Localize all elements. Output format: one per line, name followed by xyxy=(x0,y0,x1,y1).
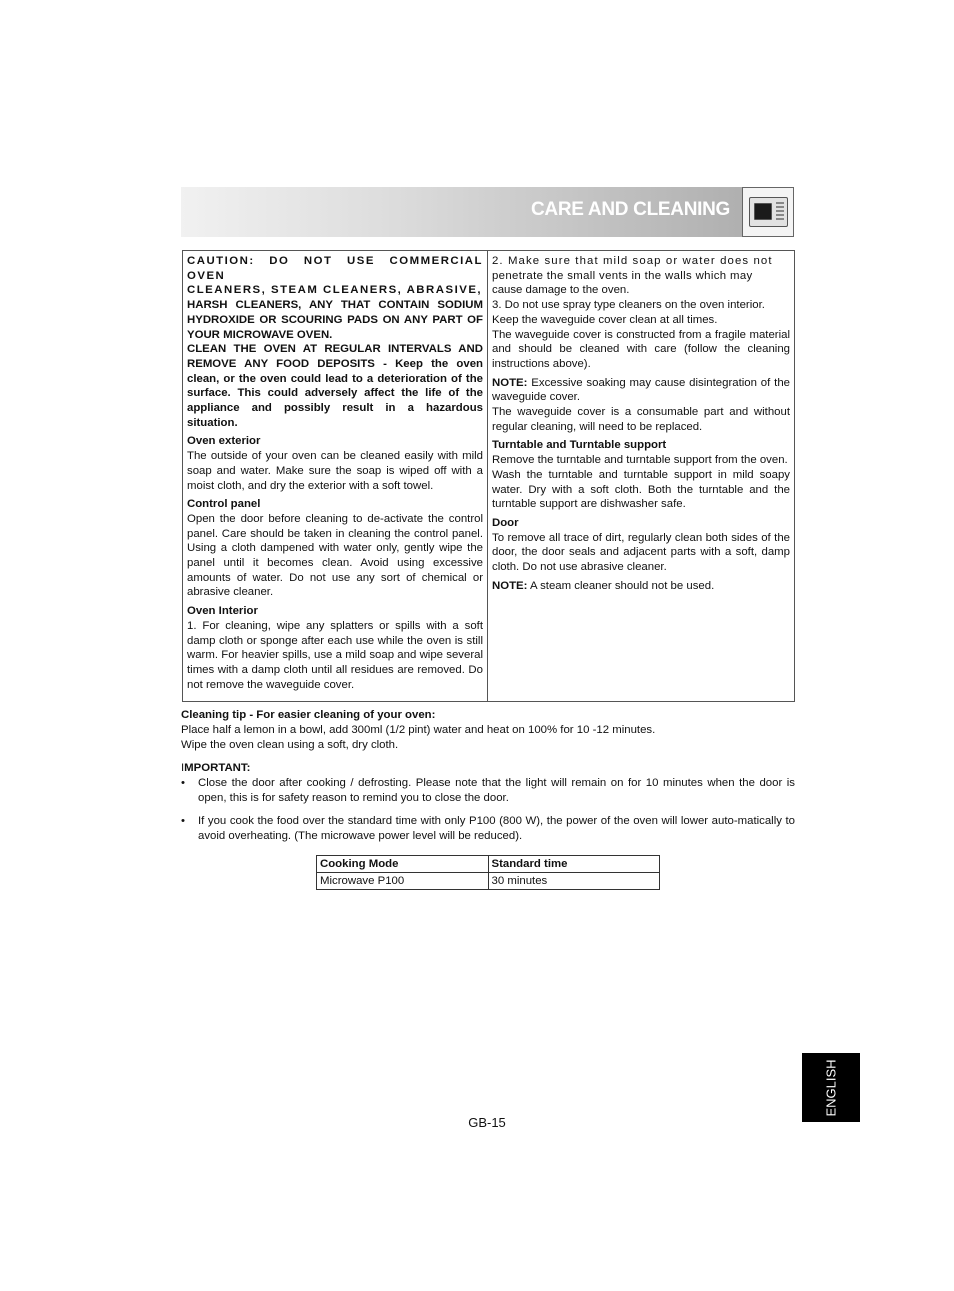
keep-clean-text: Keep the waveguide cover clean at all times. xyxy=(492,313,718,326)
standard-time-cell: 30 minutes xyxy=(488,873,660,890)
turntable-text-2: Wash the turntable and turntable support in mild soapy water. Dry with a soft cloth. Both the turntable and the turntable support are dishwasher safe. xyxy=(492,468,790,511)
microwave-window xyxy=(754,203,772,220)
cooking-mode-table xyxy=(316,855,660,890)
microwave-body xyxy=(749,197,788,227)
cleaning-instructions-box xyxy=(182,250,795,702)
control-panel-heading: Control panel xyxy=(187,498,261,511)
important-section xyxy=(181,761,795,844)
important-heading-initial: I xyxy=(181,762,185,774)
item-2-line-3: cause damage to the oven. xyxy=(492,284,630,297)
section-title: CARE AND CLEANING xyxy=(531,199,730,220)
cooking-mode-column-header: Cooking Mode xyxy=(317,856,489,873)
microwave-control-panel xyxy=(776,202,784,221)
table-header-row xyxy=(317,856,660,873)
oven-interior-text: 1. For cleaning, wipe any splatters or spills with a soft damp cloth or sponge after each use while the oven is still warm. For heavier spills, use a mild soap and wipe several times with a damp cloth until all residues are removed. Do not remove the waveguide cover. xyxy=(187,619,483,691)
list-item xyxy=(181,776,795,806)
important-heading xyxy=(181,761,795,776)
page-number: GB-15 xyxy=(468,1115,506,1130)
section-header xyxy=(181,187,794,237)
language-tab xyxy=(802,1053,860,1122)
caution-text: HARSH CLEANERS, ANY THAT CONTAIN SODIUM HYDROXIDE OR SCOURING PADS ON ANY PART OF YOUR MICROWAVE OVEN. xyxy=(187,299,483,341)
cleaning-tip-line-1: Place half a lemon in a bowl, add 300ml (1/2 pint) water and heat on 100% for 10 -12 minutes. xyxy=(181,724,656,736)
note-soaking xyxy=(492,376,790,405)
cleaning-tip-line-2: Wipe the oven clean using a soft, dry cloth. xyxy=(181,739,399,751)
note-label: NOTE: xyxy=(492,579,528,592)
fragile-cover-text: The waveguide cover is constructed from a fragile material and should be cleaned with care (follow the cleaning instructions above). xyxy=(492,328,790,370)
caution-line-1: CAUTION: DO NOT USE COMMERCIAL OVEN xyxy=(187,255,483,282)
item-2-line-1: 2. Make sure that mild soap or water does not xyxy=(492,255,773,267)
important-list xyxy=(181,776,795,844)
oven-interior-heading: Oven Interior xyxy=(187,605,258,618)
turntable-heading: Turntable and Turntable support xyxy=(492,439,667,452)
important-heading-rest: MPORTANT: xyxy=(184,762,251,774)
list-item xyxy=(181,814,795,844)
important-bullet-1: Close the door after cooking / defrosting. Please note that the light will remain on for 10 minutes when the door is open, this is for safety reason to remind you to close the door. xyxy=(198,777,795,804)
note-label: NOTE: xyxy=(492,376,528,389)
bullet-icon: • xyxy=(181,777,185,789)
clean-regularly-warning: CLEAN THE OVEN AT REGULAR INTERVALS AND REMOVE ANY FOOD DEPOSITS - Keep the oven clean, or the oven could lead to a deterioration of the surface. This could adversely affect the life of the appliance and possibly result in a hazardous situation. xyxy=(187,343,483,429)
caution-line-2: CLEANERS, STEAM CLEANERS, ABRASIVE, xyxy=(187,284,483,297)
note-steam-cleaner xyxy=(492,579,790,594)
note-soaking-text: Excessive soaking may cause disintegration of the waveguide cover. xyxy=(492,376,790,404)
consumable-part-text: The waveguide cover is a consumable part and without regular cleaning, will need to be replaced. xyxy=(492,406,790,433)
door-text: To remove all trace of dirt, regularly clean both sides of the door, the door seals and adjacent parts with a soft, damp cloth. Do not use abrasive cleaner. xyxy=(492,531,790,574)
oven-exterior-text: The outside of your oven can be cleaned easily with mild soap and water. Make sure the soap is wiped off with a moist cloth, and dry the exterior with a soft towel. xyxy=(187,450,483,492)
left-column xyxy=(183,251,488,701)
note-steam-text: A steam cleaner should not be used. xyxy=(527,579,715,592)
microwave-oven-icon xyxy=(742,187,794,237)
item-3-text: 3. Do not use spray type cleaners on the oven interior. xyxy=(492,299,765,312)
bullet-icon: • xyxy=(181,815,185,827)
cleaning-tip-section xyxy=(181,708,795,753)
right-column xyxy=(488,251,794,701)
cleaning-tip-heading: Cleaning tip - For easier cleaning of your oven: xyxy=(181,709,436,721)
control-panel-text: Open the door before cleaning to de-activate the control panel. Care should be taken in cleaning the control panel. Using a cloth dampened with water only, gently wipe the panel until it becomes clean. Avoid using excessive amounts of water. Do not use any sort of chemical or abrasive cleaner. xyxy=(187,512,483,599)
language-tab-label: ENGLISH xyxy=(823,1058,839,1117)
table-row xyxy=(317,873,660,890)
standard-time-column-header: Standard time xyxy=(488,856,660,873)
important-bullet-2: If you cook the food over the standard time with only P100 (800 W), the power of the oven will lower auto-matically to avoid overheating. (The microwave power level will be reduced). xyxy=(198,815,795,842)
turntable-text-1: Remove the turntable and turntable support from the oven. xyxy=(492,454,788,467)
cooking-mode-cell: Microwave P100 xyxy=(317,873,489,890)
oven-exterior-heading: Oven exterior xyxy=(187,435,261,448)
item-2-line-2: penetrate the small vents in the walls which may xyxy=(492,269,753,282)
door-heading: Door xyxy=(492,516,519,529)
